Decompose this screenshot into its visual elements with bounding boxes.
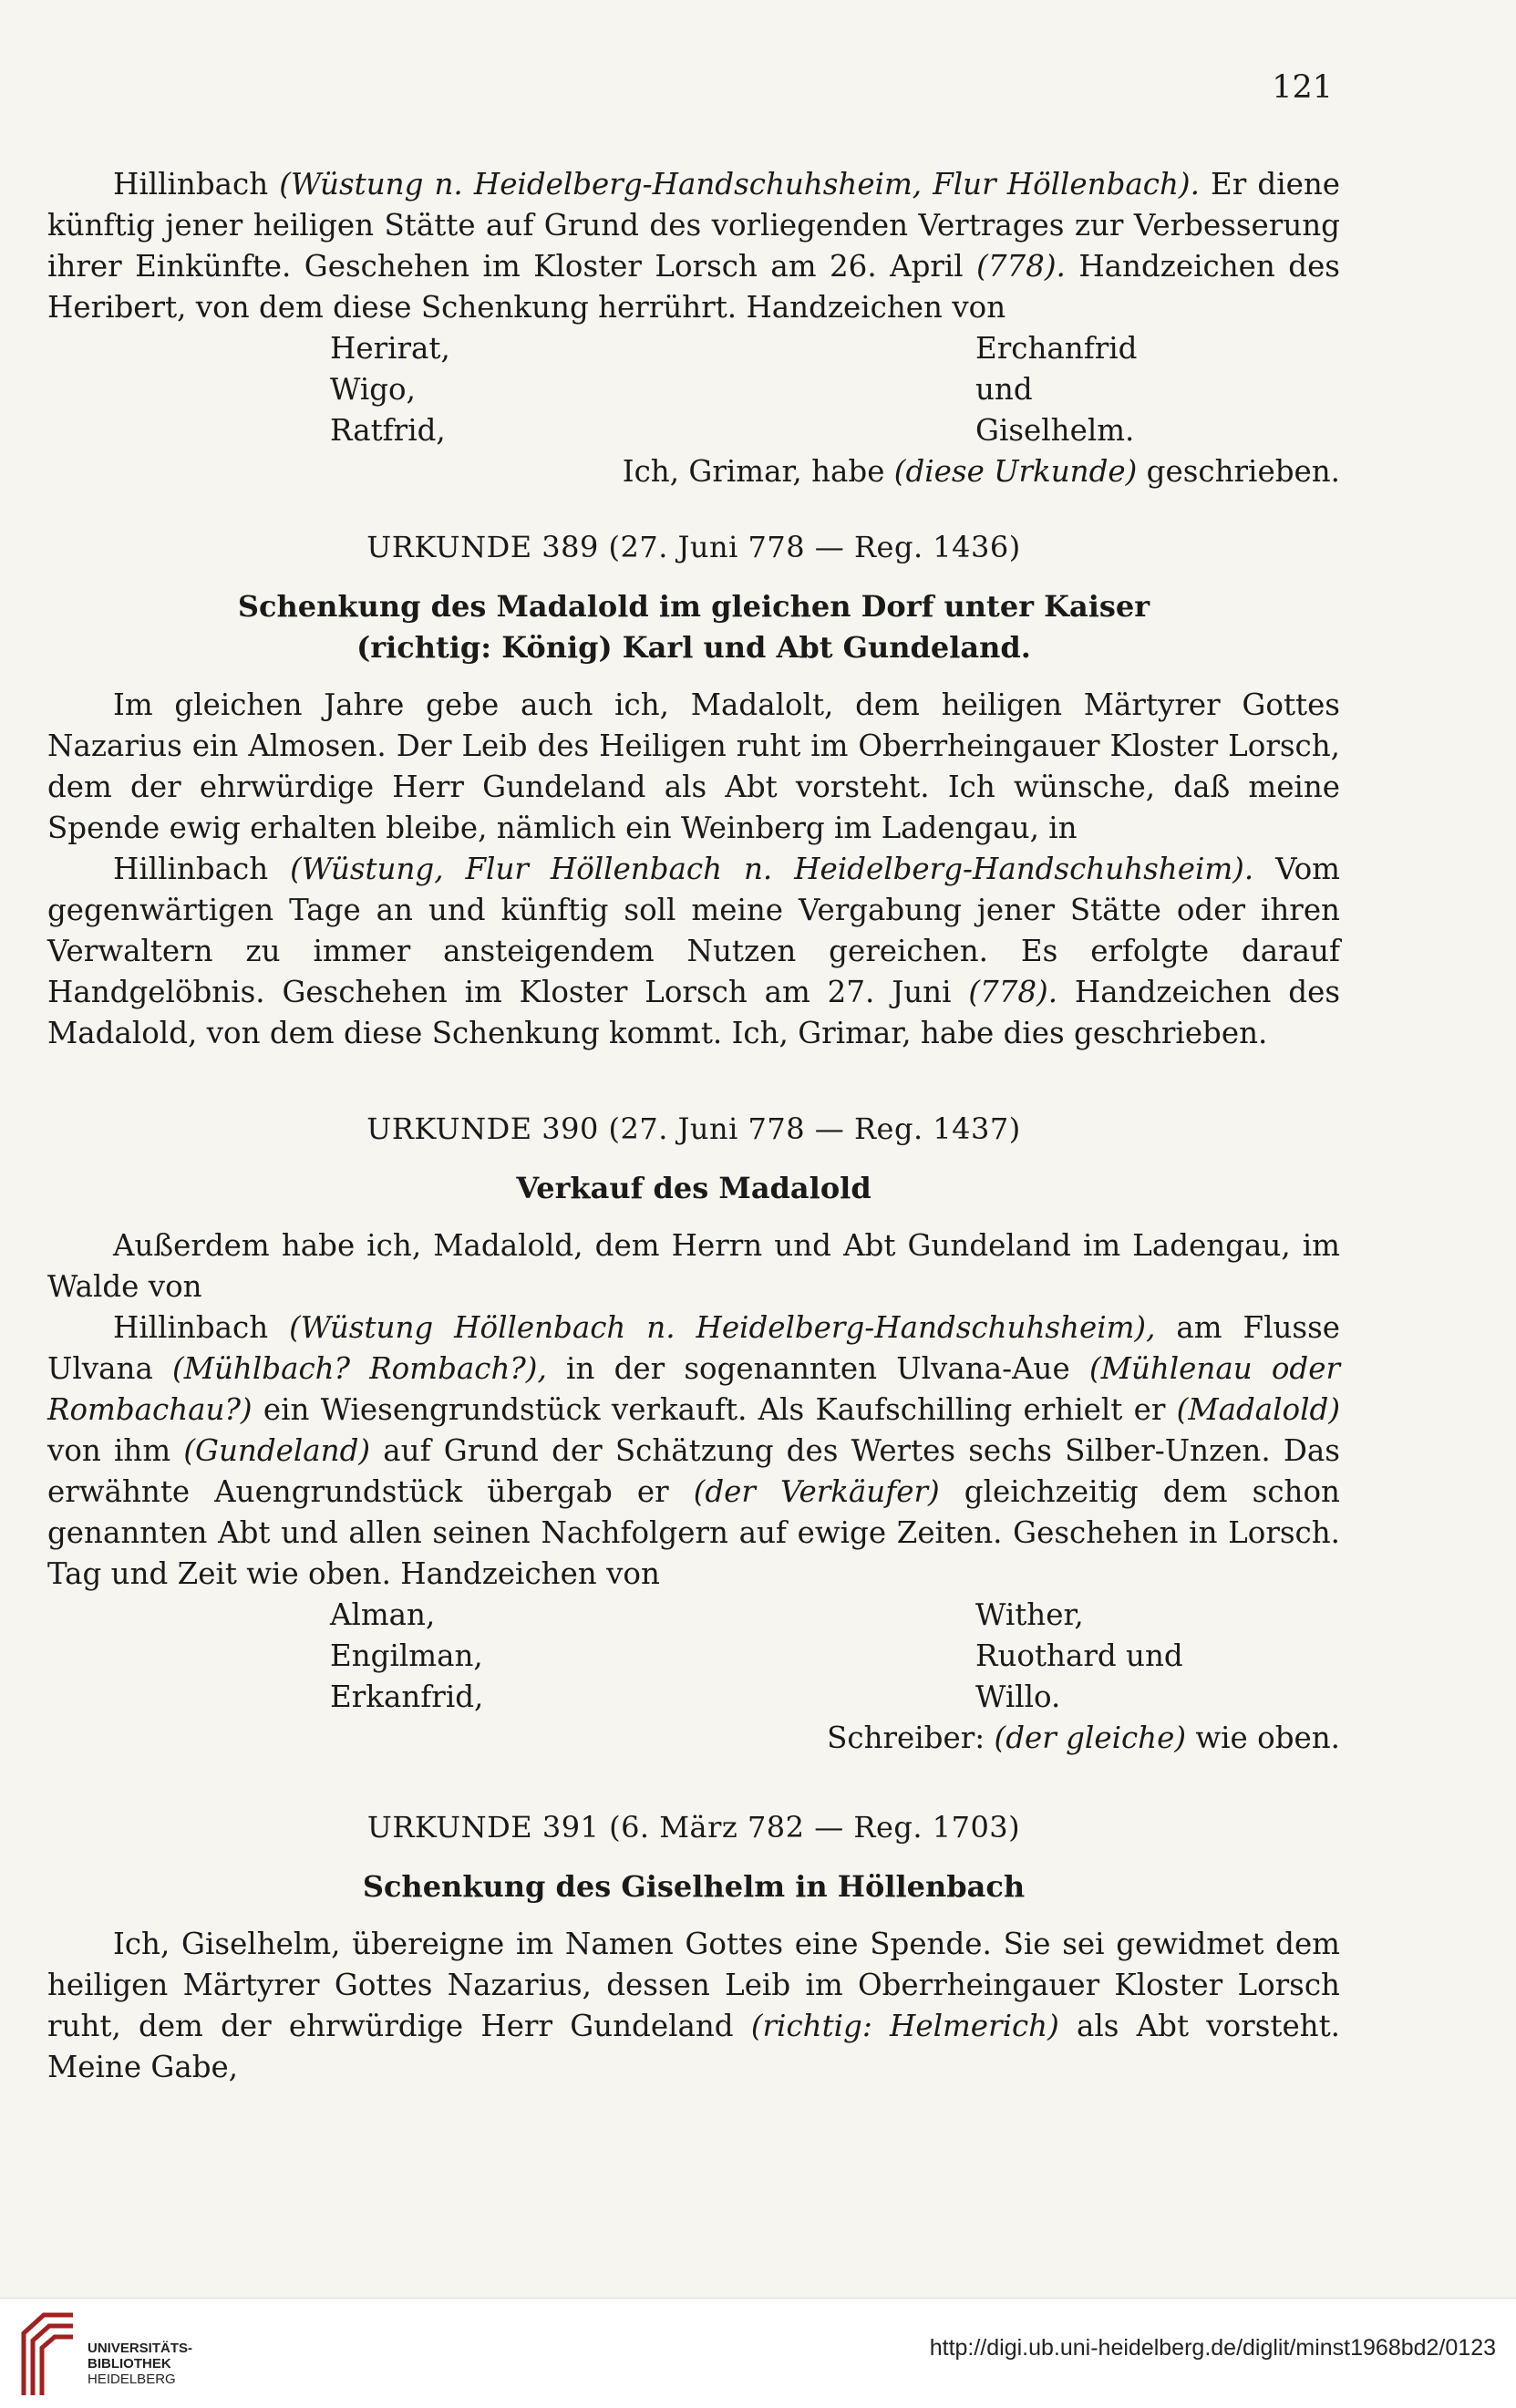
section-title: (richtig: König) Karl und Abt Gundeland. — [356, 630, 1031, 665]
paragraph: Hillinbach (Wüstung Höllenbach n. Heidelberg-Handschuhsheim), am Flusse Ulvana (Mühlbach? Rombach?), in der sogenannten Ulvana-Aue (Mühlenau oder Rombachau?) ein Wiesengrundstück verkauft. Als Kaufschilling erhielt er (Madalold) von ihm (Gundeland) auf Grund der Schätzung des Wertes sechs Silber-Unzen. Das erwähnte Auengrundstück übergab er (der Verkäufer) gleichzeitig dem schon genannten Abt und allen seinen Nachfolgern auf ewige Zeiten. Geschehen in Lorsch. Tag und Zeit wie oben. Handzeichen von — [47, 1310, 1340, 1591]
section-title: Schenkung des Giselhelm in Höllenbach — [362, 1869, 1026, 1904]
paragraph: Außerdem habe ich, Madalold, dem Herrn und Abt Gundeland im Ladengau, im Walde von — [47, 1228, 1340, 1304]
section-urkunde-390 — [47, 1109, 1340, 1759]
section-heading: URKUNDE 390 (27. Juni 778 — Reg. 1437) — [366, 1111, 1021, 1146]
witness-row: Alman, Wither, — [330, 1597, 1084, 1632]
paragraph: Hillinbach (Wüstung, Flur Höllenbach n. Heidelberg-Handschuhsheim). Vom gegenwärtigen Tage an und künftig soll meine Vergabung jener Stätte oder ihren Verwaltern zu immer ansteigendem Nutzen gereichen. Es erfolgte darauf Handgelöbnis. Geschehen im Kloster Lorsch am 27. Juni (778). Handzeichen des Madalold, von dem diese Schenkung kommt. Ich, Grimar, habe dies geschrieben. — [47, 852, 1340, 1050]
library-name: UNIVERSITÄTS- BIBLIOTHEK HEIDELBERG — [88, 2341, 193, 2387]
paragraph: Ich, Giselhelm, übereigne im Namen Gottes eine Spende. Sie sei gewidmet dem heiligen Märtyrer Gottes Nazarius, dessen Leib im Oberrheingauer Kloster Lorsch ruht, dem der ehrwürdige Herr Gundeland (richtig: Helmerich) als Abt vorsteht. Meine Gabe, — [47, 1927, 1341, 2084]
witness-row: Erkanfrid, Willo. — [330, 1679, 1061, 1714]
scribe-line: Ich, Grimar, habe (diese Urkunde) geschrieben. — [622, 454, 1340, 489]
witness-row: Ratfrid, Giselhelm. — [330, 413, 1135, 448]
source-url: http://digi.ub.uni-heidelberg.de/diglit/minst1968bd2/0123 — [929, 2335, 1496, 2361]
body-text-top — [47, 164, 1340, 492]
section-urkunde-391 — [47, 1807, 1340, 2088]
section-title: Verkauf des Madalold — [516, 1171, 871, 1205]
library-logo-icon — [16, 2306, 80, 2401]
section-urkunde-389 — [47, 527, 1340, 1054]
section-heading: URKUNDE 389 (27. Juni 778 — Reg. 1436) — [366, 530, 1021, 564]
paragraph-continuation: Hillinbach (Wüstung n. Heidelberg-Handschuhsheim, Flur Höllenbach). Er diene künftig jener heiligen Stätte auf Grund des vorliegenden Vertrages zur Verbesserung ihrer Einkünfte. Geschehen im Kloster Lorsch am 26. April (778). Handzeichen des Heribert, von dem diese Schenkung herrührt. Handzeichen von — [47, 167, 1340, 325]
section-heading: URKUNDE 391 (6. März 782 — Reg. 1703) — [366, 1810, 1021, 1845]
paragraph: Im gleichen Jahre gebe auch ich, Madalolt, dem heiligen Märtyrer Gottes Nazarius ein Almosen. Der Leib des Heiligen ruht im Oberrheingauer Kloster Lorsch, dem der ehrwürdige Herr Gundeland als Abt vorsteht. Ich wünsche, daß meine Spende ewig erhalten bleibe, nämlich ein Weinberg im Ladengau, in — [47, 687, 1340, 845]
witness-row: Herirat, Erchanfrid — [330, 331, 1138, 366]
scribe-line: Schreiber: (der gleiche) wie oben. — [827, 1721, 1340, 1755]
footer-bar — [0, 2298, 1516, 2408]
witness-row: Engilman, Ruothard und — [330, 1638, 1183, 1673]
witness-row: Wigo, und — [330, 372, 1033, 407]
page-number: 121 — [1272, 69, 1333, 106]
section-title: Schenkung des Madalold im gleichen Dorf unter Kaiser — [237, 589, 1150, 624]
